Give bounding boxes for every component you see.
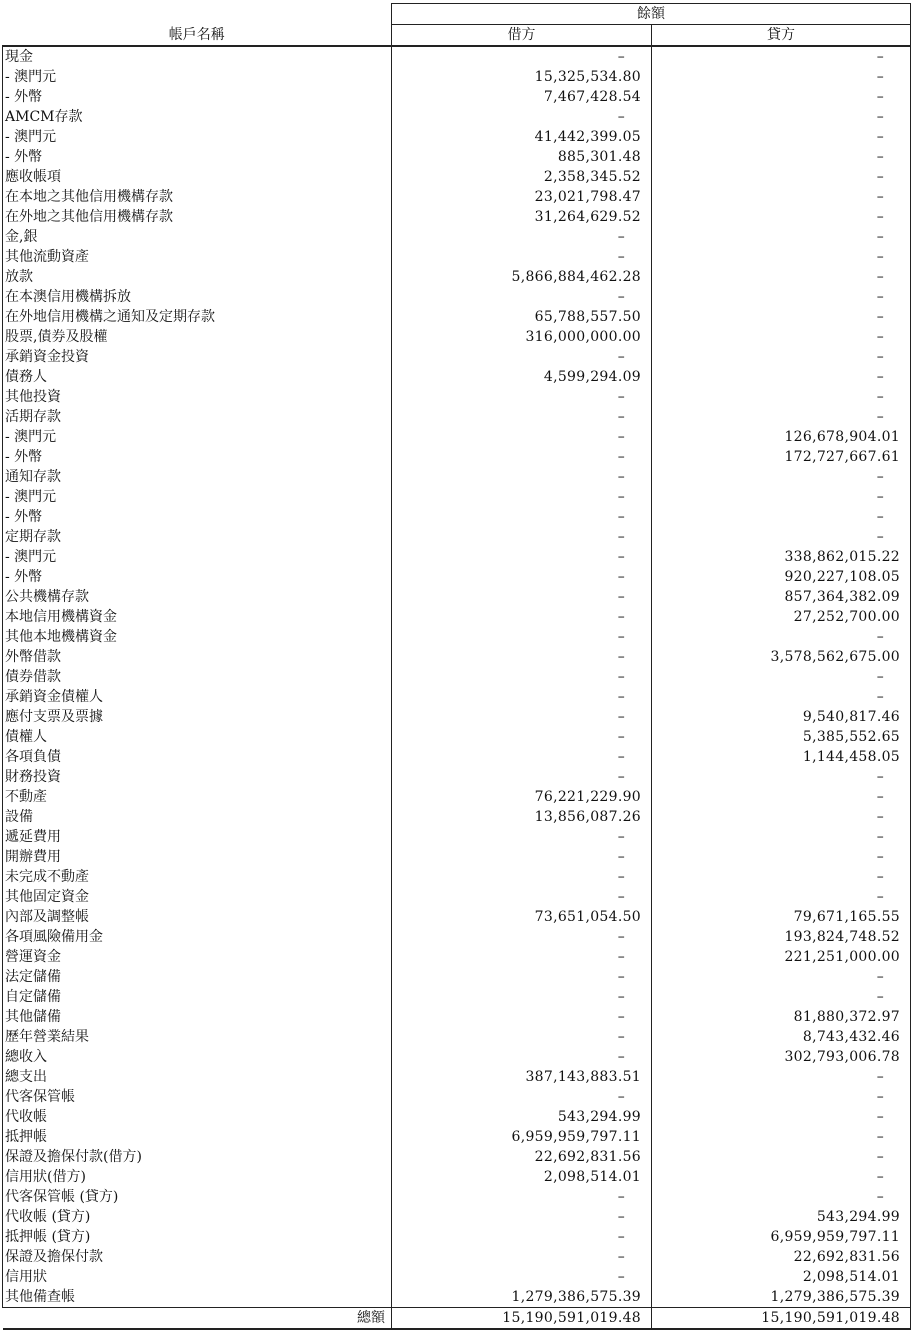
debit-cell: 22,692,831.56 [392, 1147, 652, 1167]
debit-cell: – [392, 707, 652, 727]
table-row [3, 527, 911, 547]
table-row [3, 227, 911, 247]
account-name-cell: 自定儲備 [3, 987, 392, 1007]
account-name-cell: 信用狀 [3, 1267, 392, 1287]
account-name-cell: 應付支票及票據 [3, 707, 392, 727]
account-name-cell: 代客保管帳 (貸方) [3, 1187, 392, 1207]
table-row [3, 307, 911, 327]
debit-cell: – [392, 287, 652, 307]
account-name-cell: - 外幣 [3, 87, 392, 107]
account-name-cell: 其他固定資金 [3, 887, 392, 907]
account-name-cell: 抵押帳 [3, 1127, 392, 1147]
account-name-cell: 未完成不動產 [3, 867, 392, 887]
credit-cell: 3,578,562,675.00 [652, 647, 911, 667]
credit-cell: – [652, 787, 911, 807]
account-name-cell: 法定儲備 [3, 967, 392, 987]
credit-cell: – [652, 1107, 911, 1127]
account-name-cell: 歷年營業結果 [3, 1027, 392, 1047]
debit-cell: 76,221,229.90 [392, 787, 652, 807]
debit-cell: 6,959,959,797.11 [392, 1127, 652, 1147]
debit-cell: – [392, 867, 652, 887]
debit-cell: – [392, 947, 652, 967]
table-row [3, 1187, 911, 1207]
account-name-cell: 保證及擔保付款 [3, 1247, 392, 1267]
debit-cell: – [392, 507, 652, 527]
debit-cell: 73,651,054.50 [392, 907, 652, 927]
balance-group-header: 餘額 [392, 4, 911, 25]
debit-cell: – [392, 227, 652, 247]
account-name-cell: 債務人 [3, 367, 392, 387]
credit-cell: – [652, 467, 911, 487]
credit-cell: – [652, 67, 911, 87]
credit-cell: – [652, 347, 911, 367]
table-row [3, 1087, 911, 1107]
debit-cell: – [392, 827, 652, 847]
debit-cell: – [392, 987, 652, 1007]
account-name-cell: - 澳門元 [3, 547, 392, 567]
table-row [3, 707, 911, 727]
table-row [3, 1247, 911, 1267]
credit-cell: – [652, 207, 911, 227]
table-row [3, 367, 911, 387]
table-row [3, 1287, 911, 1308]
debit-cell: – [392, 1007, 652, 1027]
account-name-cell: 在本地之其他信用機構存款 [3, 187, 392, 207]
table-row [3, 807, 911, 827]
account-name-cell: 外幣借款 [3, 647, 392, 667]
credit-cell: – [652, 1067, 911, 1087]
credit-cell: – [652, 1187, 911, 1207]
debit-cell: – [392, 627, 652, 647]
debit-cell: 15,325,534.80 [392, 67, 652, 87]
account-name-cell: 其他本地機構資金 [3, 627, 392, 647]
table-row [3, 727, 911, 747]
debit-cell: – [392, 687, 652, 707]
credit-cell: – [652, 967, 911, 987]
credit-cell: – [652, 627, 911, 647]
credit-cell: 27,252,700.00 [652, 607, 911, 627]
table-row [3, 1207, 911, 1227]
credit-cell: – [652, 1147, 911, 1167]
account-name-cell: 各項風險備用金 [3, 927, 392, 947]
table-row [3, 87, 911, 107]
credit-cell: – [652, 667, 911, 687]
table-row [3, 767, 911, 787]
credit-cell: – [652, 107, 911, 127]
table-row [3, 667, 911, 687]
account-name-cell: 金,銀 [3, 227, 392, 247]
debit-cell: – [392, 607, 652, 627]
debit-cell: – [392, 567, 652, 587]
table-row [3, 347, 911, 367]
table-row [3, 147, 911, 167]
account-name-cell: 抵押帳 (貸方) [3, 1227, 392, 1247]
table-row [3, 487, 911, 507]
credit-cell: – [652, 987, 911, 1007]
debit-cell: – [392, 1187, 652, 1207]
table-row [3, 587, 911, 607]
table-row [3, 1147, 911, 1167]
account-name-cell: 其他流動資產 [3, 247, 392, 267]
table-row [3, 1267, 911, 1287]
credit-cell: – [652, 127, 911, 147]
table-row [3, 407, 911, 427]
debit-cell: – [392, 1207, 652, 1227]
account-name-cell: 代收帳 [3, 1107, 392, 1127]
debit-cell: – [392, 487, 652, 507]
credit-cell: 8,743,432.46 [652, 1027, 911, 1047]
table-row [3, 467, 911, 487]
account-name-cell: 債權人 [3, 727, 392, 747]
account-name-cell: 總支出 [3, 1067, 392, 1087]
account-name-cell: 其他投資 [3, 387, 392, 407]
table-row [3, 1067, 911, 1087]
credit-cell: – [652, 267, 911, 287]
table-row [3, 747, 911, 767]
credit-cell: – [652, 887, 911, 907]
table-row [3, 687, 911, 707]
table-row [3, 387, 911, 407]
account-name-cell: 定期存款 [3, 527, 392, 547]
credit-cell: – [652, 387, 911, 407]
debit-cell: – [392, 107, 652, 127]
credit-cell: – [652, 167, 911, 187]
credit-cell: 5,385,552.65 [652, 727, 911, 747]
credit-cell: 920,227,108.05 [652, 567, 911, 587]
account-name-cell: 不動產 [3, 787, 392, 807]
table-row [3, 1167, 911, 1187]
credit-cell: 221,251,000.00 [652, 947, 911, 967]
credit-cell: – [652, 847, 911, 867]
account-name-cell: 各項負債 [3, 747, 392, 767]
table-row [3, 1107, 911, 1127]
table-row [3, 547, 911, 567]
account-name-cell: 保證及擔保付款(借方) [3, 1147, 392, 1167]
credit-cell: – [652, 1087, 911, 1107]
debit-cell: – [392, 647, 652, 667]
debit-cell: – [392, 1227, 652, 1247]
table-row [3, 867, 911, 887]
credit-cell: 126,678,904.01 [652, 427, 911, 447]
header-spacer [3, 4, 392, 25]
account-name-cell: 財務投資 [3, 767, 392, 787]
account-name-cell: AMCM存款 [3, 107, 392, 127]
credit-cell: – [652, 407, 911, 427]
account-name-cell: - 澳門元 [3, 427, 392, 447]
debit-cell: – [392, 1027, 652, 1047]
credit-cell: – [652, 247, 911, 267]
debit-cell: – [392, 427, 652, 447]
debit-cell: – [392, 967, 652, 987]
account-name-cell: 本地信用機構資金 [3, 607, 392, 627]
table-row [3, 647, 911, 667]
account-name-cell: 公共機構存款 [3, 587, 392, 607]
account-name-cell: - 外幣 [3, 507, 392, 527]
total-credit: 15,190,591,019.48 [652, 1308, 911, 1330]
debit-cell: 316,000,000.00 [392, 327, 652, 347]
credit-cell: – [652, 367, 911, 387]
debit-cell: – [392, 467, 652, 487]
debit-cell: – [392, 927, 652, 947]
debit-cell: – [392, 247, 652, 267]
total-label: 總額 [3, 1308, 392, 1330]
debit-cell: – [392, 1087, 652, 1107]
debit-cell: 31,264,629.52 [392, 207, 652, 227]
debit-cell: – [392, 1267, 652, 1287]
table-row [3, 1227, 911, 1247]
debit-cell: 7,467,428.54 [392, 87, 652, 107]
credit-cell: – [652, 827, 911, 847]
credit-cell: 79,671,165.55 [652, 907, 911, 927]
table-row [3, 247, 911, 267]
debit-cell: 4,599,294.09 [392, 367, 652, 387]
account-name-cell: - 外幣 [3, 447, 392, 467]
table-row [3, 167, 911, 187]
account-name-cell: - 澳門元 [3, 127, 392, 147]
debit-cell: – [392, 46, 652, 67]
credit-cell: 81,880,372.97 [652, 1007, 911, 1027]
table-row [3, 67, 911, 87]
credit-cell: – [652, 87, 911, 107]
debit-cell: 1,279,386,575.39 [392, 1287, 652, 1308]
account-name-cell: 通知存款 [3, 467, 392, 487]
table-row [3, 787, 911, 807]
debit-cell: – [392, 887, 652, 907]
table-row [3, 287, 911, 307]
debit-cell: – [392, 747, 652, 767]
credit-cell: 338,862,015.22 [652, 547, 911, 567]
account-name-cell: 放款 [3, 267, 392, 287]
debit-cell: – [392, 727, 652, 747]
account-name-cell: 在外地之其他信用機構存款 [3, 207, 392, 227]
table-row [3, 887, 911, 907]
credit-cell: – [652, 767, 911, 787]
account-name-cell: - 澳門元 [3, 67, 392, 87]
debit-cell: 23,021,798.47 [392, 187, 652, 207]
account-name-cell: 代客保管帳 [3, 1087, 392, 1107]
credit-cell: 193,824,748.52 [652, 927, 911, 947]
credit-cell: – [652, 327, 911, 347]
account-name-cell: 債券借款 [3, 667, 392, 687]
table-row [3, 1027, 911, 1047]
total-row [3, 1308, 911, 1330]
debit-cell: 885,301.48 [392, 147, 652, 167]
account-name-cell: 遞延費用 [3, 827, 392, 847]
credit-cell: – [652, 147, 911, 167]
debit-cell: 387,143,883.51 [392, 1067, 652, 1087]
debit-cell: – [392, 547, 652, 567]
debit-cell: – [392, 847, 652, 867]
debit-cell: – [392, 447, 652, 467]
table-row [3, 627, 911, 647]
credit-cell: – [652, 807, 911, 827]
table-row [3, 847, 911, 867]
credit-cell: 1,279,386,575.39 [652, 1287, 911, 1308]
total-debit: 15,190,591,019.48 [392, 1308, 652, 1330]
debit-cell: 5,866,884,462.28 [392, 267, 652, 287]
credit-cell: 172,727,667.61 [652, 447, 911, 467]
debit-cell: 2,098,514.01 [392, 1167, 652, 1187]
table-header [3, 4, 911, 47]
debit-cell: – [392, 527, 652, 547]
account-name-cell: - 外幣 [3, 147, 392, 167]
credit-cell: 22,692,831.56 [652, 1247, 911, 1267]
credit-header: 貸方 [652, 25, 911, 47]
credit-cell: – [652, 507, 911, 527]
account-name-cell: 在外地信用機構之通知及定期存款 [3, 307, 392, 327]
debit-cell: – [392, 587, 652, 607]
credit-cell: – [652, 187, 911, 207]
account-name-cell: 設備 [3, 807, 392, 827]
credit-cell: 1,144,458.05 [652, 747, 911, 767]
account-rows [3, 46, 911, 1308]
credit-cell: – [652, 1127, 911, 1147]
debit-cell: 65,788,557.50 [392, 307, 652, 327]
debit-cell: – [392, 407, 652, 427]
table-row [3, 327, 911, 347]
account-name-header: 帳戶名稱 [3, 25, 392, 47]
table-row [3, 507, 911, 527]
debit-cell: 41,442,399.05 [392, 127, 652, 147]
table-row [3, 907, 911, 927]
account-name-cell: 承銷資金債權人 [3, 687, 392, 707]
account-name-cell: 股票,債券及股權 [3, 327, 392, 347]
table-row [3, 107, 911, 127]
table-row [3, 607, 911, 627]
table-row [3, 927, 911, 947]
debit-cell: 543,294.99 [392, 1107, 652, 1127]
account-name-cell: 承銷資金投資 [3, 347, 392, 367]
credit-cell: 543,294.99 [652, 1207, 911, 1227]
balance-sheet-table [2, 3, 911, 1330]
credit-cell: – [652, 867, 911, 887]
debit-cell: – [392, 667, 652, 687]
account-name-cell: 內部及調整帳 [3, 907, 392, 927]
table-row [3, 207, 911, 227]
account-name-cell: 活期存款 [3, 407, 392, 427]
debit-cell: – [392, 347, 652, 367]
table-row [3, 567, 911, 587]
debit-header: 借方 [392, 25, 652, 47]
credit-cell: 9,540,817.46 [652, 707, 911, 727]
credit-cell: – [652, 227, 911, 247]
table-row [3, 187, 911, 207]
credit-cell: – [652, 307, 911, 327]
table-row [3, 427, 911, 447]
credit-cell: – [652, 687, 911, 707]
table-row [3, 46, 911, 67]
credit-cell: – [652, 46, 911, 67]
credit-cell: 2,098,514.01 [652, 1267, 911, 1287]
credit-cell: 857,364,382.09 [652, 587, 911, 607]
table-row [3, 1127, 911, 1147]
table-row [3, 447, 911, 467]
account-name-cell: 開辦費用 [3, 847, 392, 867]
account-name-cell: 信用狀(借方) [3, 1167, 392, 1187]
credit-cell: – [652, 287, 911, 307]
account-name-cell: 在本澳信用機構拆放 [3, 287, 392, 307]
debit-cell: 2,358,345.52 [392, 167, 652, 187]
credit-cell: – [652, 487, 911, 507]
table-row [3, 127, 911, 147]
credit-cell: 6,959,959,797.11 [652, 1227, 911, 1247]
table-row [3, 987, 911, 1007]
debit-cell: 13,856,087.26 [392, 807, 652, 827]
account-name-cell: 營運資金 [3, 947, 392, 967]
debit-cell: – [392, 387, 652, 407]
credit-cell: – [652, 1167, 911, 1187]
table-row [3, 967, 911, 987]
debit-cell: – [392, 1247, 652, 1267]
credit-cell: – [652, 527, 911, 547]
credit-cell: 302,793,006.78 [652, 1047, 911, 1067]
table-row [3, 1007, 911, 1027]
account-name-cell: 其他備查帳 [3, 1287, 392, 1308]
table-row [3, 1047, 911, 1067]
table-row [3, 827, 911, 847]
account-name-cell: 應收帳項 [3, 167, 392, 187]
debit-cell: – [392, 1047, 652, 1067]
account-name-cell: 總收入 [3, 1047, 392, 1067]
account-name-cell: 代收帳 (貸方) [3, 1207, 392, 1227]
account-name-cell: - 外幣 [3, 567, 392, 587]
table-row [3, 267, 911, 287]
account-name-cell: 其他儲備 [3, 1007, 392, 1027]
table-row [3, 947, 911, 967]
account-name-cell: - 澳門元 [3, 487, 392, 507]
account-name-cell: 現金 [3, 46, 392, 67]
debit-cell: – [392, 767, 652, 787]
